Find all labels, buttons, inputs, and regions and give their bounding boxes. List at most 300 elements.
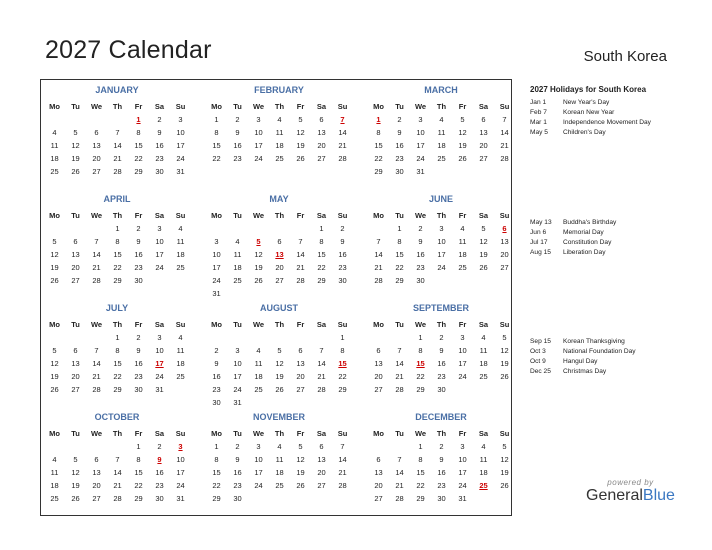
day-cell: 3: [256, 442, 261, 451]
day-cell: 4: [178, 224, 183, 233]
day-cell: 23: [395, 154, 404, 163]
day-cell: 22: [374, 154, 383, 163]
day-cell: 8: [115, 346, 120, 355]
holiday-day-cell: 17: [155, 359, 164, 368]
day-cell: 20: [92, 154, 101, 163]
holiday-date: Oct 9: [530, 358, 546, 365]
day-cell: 29: [395, 276, 404, 285]
day-cell: 14: [113, 141, 122, 150]
day-cell: 11: [176, 237, 185, 246]
day-cell: 29: [416, 385, 425, 394]
day-cell: 11: [479, 455, 488, 464]
weekday-header: Mo: [211, 320, 222, 329]
day-cell: 19: [458, 141, 467, 150]
holiday-row: [530, 108, 700, 118]
weekday-header: Th: [112, 320, 123, 329]
weekday-header: Th: [274, 102, 285, 111]
day-cell: 19: [500, 359, 509, 368]
day-cell: 9: [235, 128, 240, 137]
day-cell: 6: [376, 455, 381, 464]
day-cell: 8: [115, 237, 120, 246]
day-cell: 18: [275, 141, 284, 150]
day-cell: 2: [439, 333, 444, 342]
day-cell: 15: [374, 141, 383, 150]
day-cell: 13: [500, 237, 509, 246]
day-cell: 10: [458, 455, 467, 464]
weekday-header: Fr: [458, 102, 467, 111]
day-cell: 15: [317, 250, 326, 259]
day-cell: 24: [458, 372, 467, 381]
day-cell: 7: [94, 346, 99, 355]
weekday-header: Fr: [296, 320, 305, 329]
day-cell: 14: [395, 468, 404, 477]
day-cell: 29: [113, 276, 122, 285]
day-cell: 4: [277, 442, 282, 451]
holiday-day-cell: 9: [157, 455, 162, 464]
day-cell: 8: [418, 346, 423, 355]
day-cell: 8: [397, 237, 402, 246]
day-cell: 27: [374, 494, 383, 503]
day-cell: 30: [134, 385, 143, 394]
day-cell: 19: [275, 372, 284, 381]
weekday-header: We: [414, 429, 427, 438]
day-cell: 21: [395, 481, 404, 490]
holiday-list-2: [530, 218, 700, 258]
weekday-header: We: [414, 320, 427, 329]
month-june: [368, 193, 514, 285]
holiday-name: New Year's Day: [563, 99, 610, 106]
day-cell: 2: [340, 224, 345, 233]
day-cell: 25: [275, 154, 284, 163]
day-cell: 24: [212, 276, 221, 285]
day-cell: 14: [92, 359, 101, 368]
month-december: [368, 411, 514, 503]
day-cell: 4: [460, 224, 465, 233]
weekday-header: Mo: [211, 102, 222, 111]
holiday-row: [530, 347, 700, 357]
day-cell: 7: [115, 455, 120, 464]
day-cell: 16: [134, 359, 143, 368]
day-cell: 29: [134, 167, 143, 176]
day-cell: 11: [50, 468, 59, 477]
day-cell: 11: [254, 359, 263, 368]
day-cell: 30: [155, 167, 164, 176]
weekday-header: Th: [436, 102, 447, 111]
day-cell: 26: [50, 385, 59, 394]
holiday-row: [530, 218, 700, 228]
day-cell: 28: [113, 494, 122, 503]
weekday-header: Th: [274, 211, 285, 220]
weekday-header: Fr: [134, 102, 143, 111]
day-cell: 26: [296, 154, 305, 163]
day-cell: 12: [296, 455, 305, 464]
day-cell: 2: [235, 442, 240, 451]
day-cell: 27: [317, 481, 326, 490]
weekday-header: We: [414, 211, 427, 220]
day-cell: 5: [502, 442, 507, 451]
holiday-date: Feb 7: [530, 109, 547, 116]
day-cell: 22: [134, 481, 143, 490]
day-cell: 11: [479, 346, 488, 355]
holiday-row: [530, 248, 700, 258]
day-cell: 12: [479, 237, 488, 246]
holiday-day-cell: 15: [338, 359, 347, 368]
page-title: 2027 Calendar: [45, 36, 212, 64]
day-cell: 4: [178, 333, 183, 342]
day-cell: 17: [176, 141, 185, 150]
weekday-header: Sa: [478, 211, 489, 220]
month-august: [206, 302, 352, 407]
day-cell: 20: [71, 372, 80, 381]
day-cell: 29: [134, 494, 143, 503]
weekday-header: Tu: [395, 320, 404, 329]
day-cell: 16: [233, 468, 242, 477]
day-cell: 17: [254, 141, 263, 150]
holiday-day-cell: 7: [340, 115, 345, 124]
weekday-header: Su: [337, 102, 348, 111]
day-cell: 9: [397, 128, 402, 137]
day-cell: 31: [458, 494, 467, 503]
brand-logo[interactable]: [586, 487, 675, 505]
day-cell: 10: [416, 128, 425, 137]
weekday-header: Th: [436, 320, 447, 329]
month-name: MAY: [269, 194, 289, 204]
day-cell: 8: [340, 346, 345, 355]
day-cell: 19: [71, 481, 80, 490]
day-cell: 2: [157, 442, 162, 451]
holiday-day-cell: 3: [178, 442, 183, 451]
day-cell: 27: [275, 276, 284, 285]
day-cell: 23: [233, 154, 242, 163]
weekday-header: Tu: [233, 320, 242, 329]
day-cell: 22: [338, 372, 347, 381]
weekday-header: Mo: [373, 102, 384, 111]
day-cell: 30: [233, 494, 242, 503]
day-cell: 30: [212, 398, 221, 407]
day-cell: 20: [275, 263, 284, 272]
weekday-header: Mo: [49, 429, 60, 438]
day-cell: 6: [319, 442, 324, 451]
weekday-header: Mo: [373, 320, 384, 329]
holiday-list-1: [530, 85, 700, 138]
holiday-name: Korean Thanksgiving: [563, 338, 625, 345]
month-november: [206, 411, 352, 503]
day-cell: 2: [439, 442, 444, 451]
day-cell: 13: [296, 359, 305, 368]
day-cell: 19: [71, 154, 80, 163]
month-name: NOVEMBER: [252, 412, 305, 422]
day-cell: 12: [50, 359, 59, 368]
weekday-header: Fr: [458, 429, 467, 438]
day-cell: 23: [416, 263, 425, 272]
weekday-header: Th: [274, 429, 285, 438]
day-cell: 19: [479, 250, 488, 259]
day-cell: 21: [113, 481, 122, 490]
brand-name-b: Blue: [642, 487, 675, 504]
day-cell: 12: [71, 141, 80, 150]
weekday-header: Tu: [71, 320, 80, 329]
day-cell: 13: [479, 128, 488, 137]
day-cell: 3: [418, 115, 423, 124]
day-cell: 18: [176, 359, 185, 368]
day-cell: 5: [460, 115, 465, 124]
weekday-header: We: [414, 102, 427, 111]
day-cell: 17: [233, 372, 242, 381]
day-cell: 16: [338, 250, 347, 259]
day-cell: 26: [71, 167, 80, 176]
day-cell: 20: [296, 372, 305, 381]
day-cell: 21: [92, 263, 101, 272]
day-cell: 27: [71, 276, 80, 285]
day-cell: 10: [212, 250, 221, 259]
day-cell: 10: [254, 128, 263, 137]
day-cell: 17: [155, 250, 164, 259]
day-cell: 11: [176, 346, 185, 355]
weekday-header: Su: [175, 102, 186, 111]
day-cell: 6: [73, 346, 78, 355]
day-cell: 1: [340, 333, 345, 342]
weekday-header: We: [252, 320, 265, 329]
day-cell: 8: [319, 237, 324, 246]
day-cell: 3: [214, 237, 219, 246]
day-cell: 4: [439, 115, 444, 124]
day-cell: 21: [92, 372, 101, 381]
day-cell: 14: [317, 359, 326, 368]
day-cell: 8: [214, 455, 219, 464]
day-cell: 3: [157, 224, 162, 233]
day-cell: 5: [298, 442, 303, 451]
weekday-header: We: [90, 102, 103, 111]
weekday-header: Tu: [71, 211, 80, 220]
weekday-header: Su: [337, 320, 348, 329]
day-cell: 18: [437, 141, 446, 150]
day-cell: 24: [254, 481, 263, 490]
day-cell: 20: [92, 481, 101, 490]
month-february: [206, 84, 352, 163]
day-cell: 28: [500, 154, 509, 163]
day-cell: 25: [479, 372, 488, 381]
weekday-header: Tu: [71, 429, 80, 438]
day-cell: 13: [92, 141, 101, 150]
day-cell: 5: [73, 455, 78, 464]
day-cell: 22: [416, 481, 425, 490]
day-cell: 31: [176, 167, 185, 176]
holiday-day-cell: 5: [256, 237, 261, 246]
day-cell: 22: [212, 154, 221, 163]
day-cell: 11: [458, 237, 467, 246]
weekday-header: Sa: [478, 102, 489, 111]
day-cell: 12: [50, 250, 59, 259]
day-cell: 15: [212, 141, 221, 150]
day-cell: 8: [214, 128, 219, 137]
day-cell: 12: [500, 455, 509, 464]
day-cell: 3: [256, 115, 261, 124]
day-cell: 28: [395, 385, 404, 394]
holiday-row: [530, 238, 700, 248]
holiday-row: [530, 367, 700, 377]
day-cell: 28: [296, 276, 305, 285]
day-cell: 4: [52, 128, 57, 137]
holiday-day-cell: 1: [376, 115, 381, 124]
weekday-header: Fr: [458, 211, 467, 220]
day-cell: 18: [479, 468, 488, 477]
day-cell: 6: [94, 455, 99, 464]
day-cell: 21: [113, 154, 122, 163]
day-cell: 17: [458, 468, 467, 477]
weekday-header: Su: [499, 211, 510, 220]
day-cell: 28: [338, 481, 347, 490]
holiday-name: Christmas Day: [563, 368, 607, 375]
weekday-header: Su: [175, 211, 186, 220]
day-cell: 15: [212, 468, 221, 477]
day-cell: 21: [395, 372, 404, 381]
weekday-header: Fr: [134, 429, 143, 438]
day-cell: 24: [233, 385, 242, 394]
weekday-header: Th: [436, 211, 447, 220]
holiday-row: [530, 98, 700, 108]
month-name: OCTOBER: [94, 412, 140, 422]
weekday-header: Tu: [233, 102, 242, 111]
day-cell: 3: [439, 224, 444, 233]
month-name: APRIL: [103, 194, 131, 204]
month-name: SEPTEMBER: [412, 303, 469, 313]
day-cell: 27: [374, 385, 383, 394]
day-cell: 31: [155, 385, 164, 394]
day-cell: 24: [176, 154, 185, 163]
day-cell: 7: [115, 128, 120, 137]
day-cell: 20: [479, 141, 488, 150]
day-cell: 6: [319, 115, 324, 124]
day-cell: 4: [481, 333, 486, 342]
day-cell: 2: [157, 115, 162, 124]
month-name: JULY: [105, 303, 129, 313]
day-cell: 17: [458, 359, 467, 368]
holiday-row: [530, 128, 700, 138]
day-cell: 22: [317, 263, 326, 272]
day-cell: 1: [214, 442, 219, 451]
day-cell: 5: [52, 346, 57, 355]
day-cell: 28: [113, 167, 122, 176]
day-cell: 20: [500, 250, 509, 259]
day-cell: 29: [113, 385, 122, 394]
month-april: [44, 193, 190, 285]
day-cell: 9: [439, 455, 444, 464]
weekday-header: Th: [274, 320, 285, 329]
weekday-header: We: [252, 429, 265, 438]
holiday-row: [530, 228, 700, 238]
holiday-date: May 5: [530, 129, 548, 136]
day-cell: 1: [214, 115, 219, 124]
day-cell: 1: [319, 224, 324, 233]
holiday-day-cell: 13: [275, 250, 284, 259]
day-cell: 7: [94, 237, 99, 246]
day-cell: 21: [317, 372, 326, 381]
day-cell: 6: [298, 346, 303, 355]
day-cell: 8: [418, 455, 423, 464]
brand-name-a: General: [586, 487, 643, 504]
holiday-name: Children's Day: [563, 129, 606, 136]
weekday-header: Sa: [478, 429, 489, 438]
day-cell: 11: [437, 128, 446, 137]
weekday-header: Sa: [316, 429, 327, 438]
day-cell: 7: [397, 346, 402, 355]
month-name: AUGUST: [260, 303, 298, 313]
day-cell: 3: [178, 115, 183, 124]
day-cell: 19: [296, 468, 305, 477]
day-cell: 26: [275, 385, 284, 394]
day-cell: 18: [176, 250, 185, 259]
day-cell: 11: [50, 141, 59, 150]
day-cell: 10: [254, 455, 263, 464]
day-cell: 9: [214, 359, 219, 368]
day-cell: 2: [136, 333, 141, 342]
country-label: South Korea: [583, 48, 667, 65]
weekday-header: Tu: [233, 211, 242, 220]
day-cell: 24: [176, 481, 185, 490]
day-cell: 23: [134, 372, 143, 381]
day-cell: 13: [317, 455, 326, 464]
day-cell: 27: [92, 167, 101, 176]
day-cell: 25: [458, 263, 467, 272]
day-cell: 27: [317, 154, 326, 163]
day-cell: 21: [338, 468, 347, 477]
weekday-header: Su: [499, 429, 510, 438]
day-cell: 10: [155, 237, 164, 246]
day-cell: 12: [254, 250, 263, 259]
day-cell: 18: [275, 468, 284, 477]
day-cell: 14: [92, 250, 101, 259]
weekday-header: Tu: [395, 211, 404, 220]
day-cell: 9: [157, 128, 162, 137]
day-cell: 3: [235, 346, 240, 355]
month-may: [206, 193, 352, 298]
day-cell: 28: [374, 276, 383, 285]
day-cell: 23: [437, 481, 446, 490]
weekday-header: Fr: [134, 211, 143, 220]
day-cell: 2: [397, 115, 402, 124]
weekday-header: Sa: [154, 320, 165, 329]
calendar-frame: [40, 79, 512, 516]
day-cell: 22: [134, 154, 143, 163]
weekday-header: Tu: [71, 102, 80, 111]
holiday-date: Jul 17: [530, 239, 548, 246]
day-cell: 26: [458, 154, 467, 163]
day-cell: 8: [376, 128, 381, 137]
weekday-header: Fr: [296, 102, 305, 111]
day-cell: 22: [416, 372, 425, 381]
day-cell: 13: [374, 359, 383, 368]
day-cell: 23: [155, 481, 164, 490]
day-cell: 20: [374, 372, 383, 381]
day-cell: 24: [155, 263, 164, 272]
weekday-header: Sa: [316, 102, 327, 111]
day-cell: 8: [136, 455, 141, 464]
holiday-day-cell: 25: [479, 481, 488, 490]
weekday-header: Sa: [478, 320, 489, 329]
day-cell: 17: [416, 141, 425, 150]
holiday-name: Korean New Year: [563, 109, 615, 116]
day-cell: 1: [115, 224, 120, 233]
day-cell: 21: [296, 263, 305, 272]
day-cell: 6: [376, 346, 381, 355]
holiday-name: Constitution Day: [563, 239, 612, 246]
month-name: MARCH: [424, 85, 458, 95]
day-cell: 26: [500, 372, 509, 381]
day-cell: 10: [437, 237, 446, 246]
day-cell: 5: [481, 224, 486, 233]
weekday-header: Sa: [154, 102, 165, 111]
day-cell: 7: [298, 237, 303, 246]
